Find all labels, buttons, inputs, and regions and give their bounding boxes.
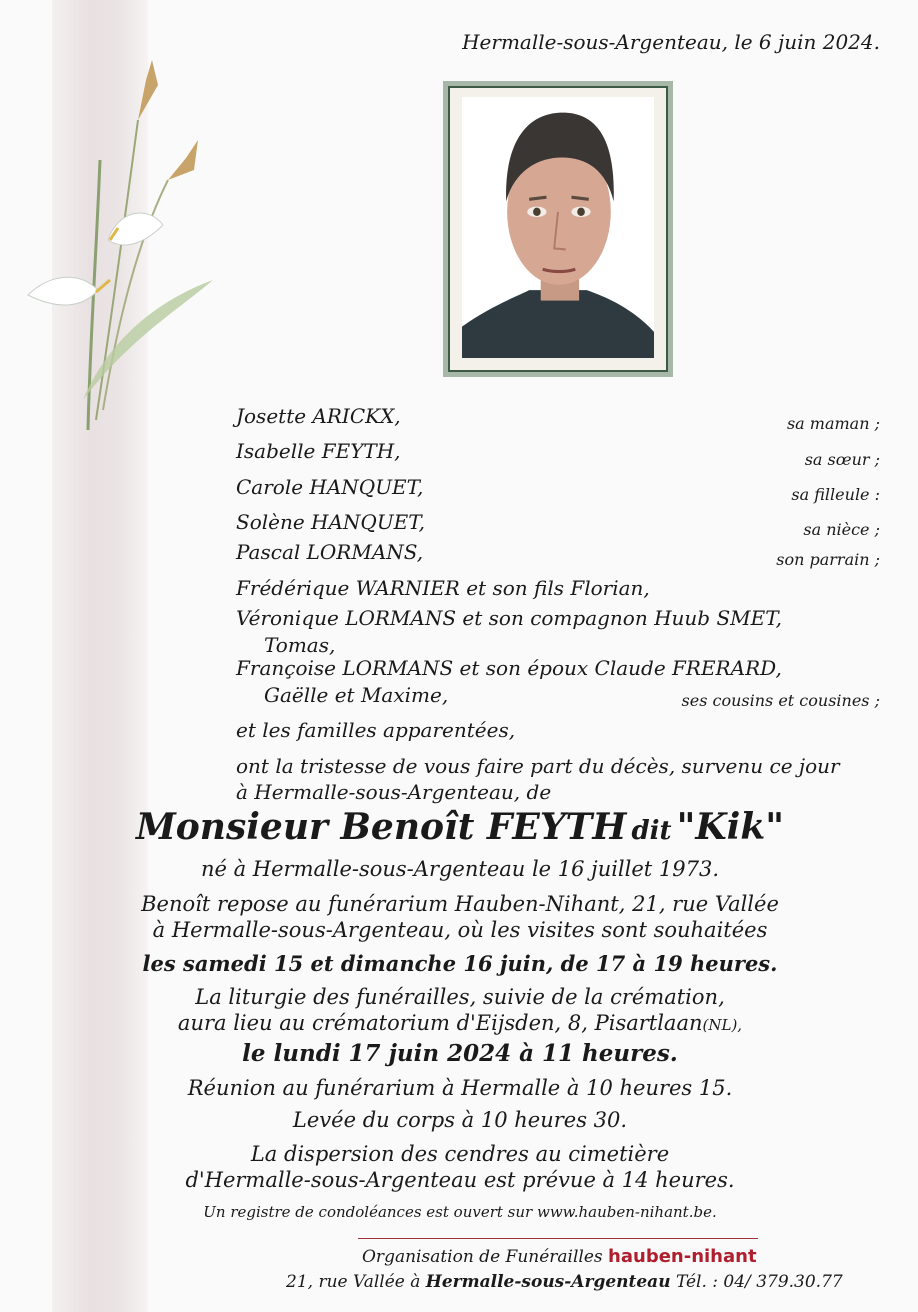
family-name: Isabelle FEYTH,	[236, 439, 401, 463]
family-name: Françoise LORMANS et son époux Claude FRERARD,	[236, 656, 782, 680]
ceremony-date: le lundi 17 juin 2024 à 11 heures.	[242, 1040, 678, 1067]
family-name: et les familles apparentées,	[236, 718, 516, 742]
meeting-line: Réunion au funérarium à Hermalle à 10 heures 15.	[187, 1076, 733, 1100]
announcement-line: à Hermalle-sous-Argenteau, de	[236, 780, 552, 804]
address-city: Hermalle-sous-Argenteau	[425, 1272, 671, 1292]
family-name: Carole HANQUET,	[236, 475, 424, 499]
family-name: Véronique LORMANS et son compagnon Huub SMET,	[236, 606, 782, 630]
family-name: Solène HANQUET,	[236, 510, 426, 534]
deceased-name: Monsieur Benoît FEYTH	[135, 806, 627, 848]
organisation-label: Organisation de Funérailles	[362, 1247, 603, 1267]
family-relation: sa maman ;	[786, 414, 880, 433]
portrait-frame	[443, 81, 673, 377]
dispersion-line-1: La dispersion des cendres au cimetière	[250, 1142, 670, 1166]
liturgy-line-1: La liturgie des funérailles, suivie de la crémation,	[195, 985, 725, 1009]
repose-line-2: à Hermalle-sous-Argenteau, où les visites sont souhaitées	[152, 918, 768, 942]
address-street: 21, rue Vallée à	[286, 1272, 421, 1292]
deceased-name-line	[100, 806, 820, 848]
footer-divider	[358, 1238, 758, 1239]
liturgy-address: aura lieu au crématorium d'Eijsden, 8, Pisartlaan	[177, 1011, 703, 1035]
calla-lily-wheat-illustration	[18, 40, 228, 450]
family-relation: ses cousins et cousines ;	[681, 691, 880, 710]
family-relation: sa sœur ;	[804, 450, 880, 469]
place-date: Hermalle-sous-Argenteau, le 6 juin 2024.	[462, 30, 880, 54]
deceased-dit: dit	[631, 816, 672, 846]
phone-number: Tél. : 04/ 379.30.77	[675, 1272, 843, 1292]
announcement-line: ont la tristesse de vous faire part du décès, survenu ce jour	[236, 754, 840, 778]
family-name: Gaëlle et Maxime,	[264, 683, 449, 707]
address-line	[286, 1272, 843, 1292]
deceased-nickname: "Kik"	[676, 806, 785, 848]
family-name: Pascal LORMANS,	[236, 540, 424, 564]
brand-logo: hauben-nihant	[608, 1246, 757, 1267]
dispersion-line-2: d'Hermalle-sous-Argenteau est prévue à 14 heures.	[185, 1168, 735, 1192]
family-relation: sa filleule :	[791, 485, 880, 504]
family-name: Josette ARICKX,	[236, 404, 401, 428]
registry-line: Un registre de condoléances est ouvert sur www.hauben-nihant.be.	[203, 1203, 717, 1221]
family-relation: son parrain ;	[776, 550, 880, 569]
repose-line-1: Benoît repose au funérarium Hauben-Nihant, 21, rue Vallée	[141, 892, 779, 916]
liturgy-line-2	[100, 1011, 820, 1035]
family-relation: sa nièce ;	[803, 520, 880, 539]
liturgy-country: (NL),	[702, 1016, 743, 1034]
family-name: Frédérique WARNIER et son fils Florian,	[236, 576, 650, 600]
portrait-photo	[462, 97, 654, 358]
visit-times: les samedi 15 et dimanche 16 juin, de 17 à 19 heures.	[142, 951, 778, 976]
organisation-line	[362, 1246, 757, 1267]
family-name: Tomas,	[264, 633, 336, 657]
birth-line: né à Hermalle-sous-Argenteau le 16 juillet 1973.	[200, 857, 720, 881]
levee-line: Levée du corps à 10 heures 30.	[292, 1108, 628, 1132]
